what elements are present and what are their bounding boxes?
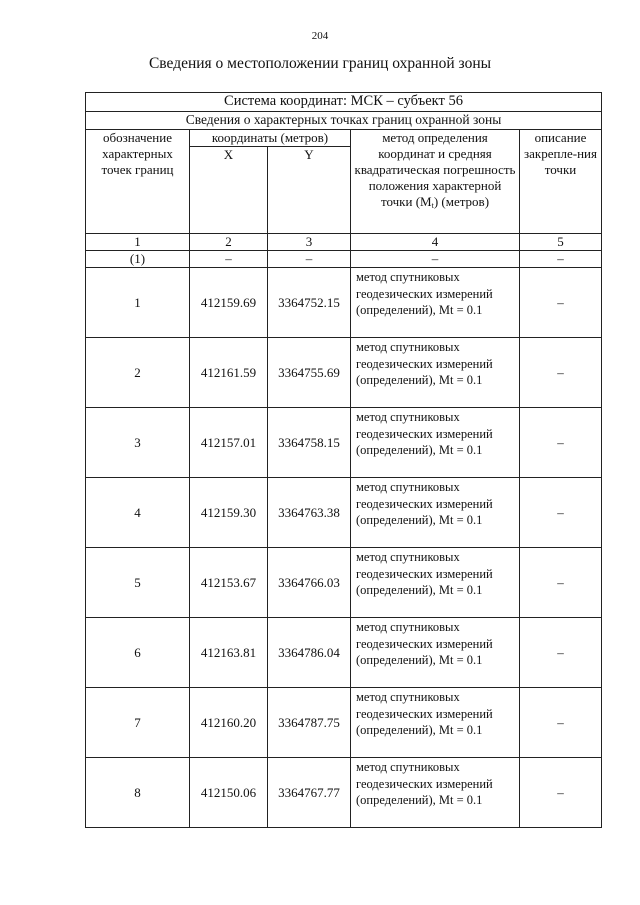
point-method: метод спутниковых геодезических измерений (определений), Mt = 0.1 (351, 478, 520, 548)
point-y: 3364767.77 (268, 758, 351, 828)
point-designation: 3 (86, 408, 190, 478)
point-designation: 7 (86, 688, 190, 758)
header-coordinates: координаты (метров) (190, 130, 351, 147)
point-description: – (520, 688, 602, 758)
point-y: 3364766.03 (268, 548, 351, 618)
document-title: Сведения о местоположении границ охранной зоны (148, 55, 492, 72)
points-heading-row: Сведения о характерных точках границ охранной зоны (86, 112, 602, 130)
point-method: метод спутниковых геодезических измерений (определений), Mt = 0.1 (351, 618, 520, 688)
point-x: 412161.59 (190, 338, 268, 408)
point-y: 3364787.75 (268, 688, 351, 758)
boundary-points-table (85, 92, 602, 828)
table-row (86, 478, 602, 548)
point-method: метод спутниковых геодезических измерений (определений), Mt = 0.1 (351, 338, 520, 408)
point-description: – (520, 548, 602, 618)
header-y: Y (268, 147, 351, 234)
column-number: 5 (520, 234, 602, 251)
column-number: 2 (190, 234, 268, 251)
column-numbers-row (86, 234, 602, 251)
point-method: метод спутниковых геодезических измерений (определений), Mt = 0.1 (351, 268, 520, 338)
table-row (86, 408, 602, 478)
header-method-units: ) (метров) (433, 194, 490, 209)
point-designation: 5 (86, 548, 190, 618)
column-number: 1 (86, 234, 190, 251)
page-number: 204 (311, 30, 329, 42)
point-description: – (520, 338, 602, 408)
column-number: 4 (351, 234, 520, 251)
header-designation: обозначение характерных точек границ (86, 130, 190, 234)
point-method: – (351, 251, 520, 268)
table-row (86, 548, 602, 618)
header-x: X (190, 147, 268, 234)
header-method-text: метод определения координат и средняя квадратическая погрешность положения характерной точки (M (354, 130, 516, 209)
point-x: 412159.69 (190, 268, 268, 338)
point-description: – (520, 268, 602, 338)
column-number: 3 (268, 234, 351, 251)
point-x: 412159.30 (190, 478, 268, 548)
point-method: метод спутниковых геодезических измерений (определений), Mt = 0.1 (351, 408, 520, 478)
table-row (86, 688, 602, 758)
point-x: 412160.20 (190, 688, 268, 758)
point-description: – (520, 408, 602, 478)
point-x: 412150.06 (190, 758, 268, 828)
point-y: – (268, 251, 351, 268)
point-x: 412153.67 (190, 548, 268, 618)
point-method: метод спутниковых геодезических измерений (определений), Mt = 0.1 (351, 688, 520, 758)
point-designation: (1) (86, 251, 190, 268)
point-designation: 1 (86, 268, 190, 338)
table-row (86, 338, 602, 408)
point-y: 3364758.15 (268, 408, 351, 478)
point-y: 3364786.04 (268, 618, 351, 688)
point-y: 3364763.38 (268, 478, 351, 548)
point-description: – (520, 758, 602, 828)
point-designation: 6 (86, 618, 190, 688)
point-x: – (190, 251, 268, 268)
point-designation: 2 (86, 338, 190, 408)
table-row (86, 618, 602, 688)
header-method (351, 130, 520, 234)
point-y: 3364755.69 (268, 338, 351, 408)
point-designation: 4 (86, 478, 190, 548)
table-row (86, 251, 602, 268)
table-row (86, 268, 602, 338)
table-row (86, 758, 602, 828)
point-description: – (520, 618, 602, 688)
point-description: – (520, 251, 602, 268)
coordinate-system-row: Система координат: МСК – субъект 56 (86, 93, 602, 112)
point-method: метод спутниковых геодезических измерений (определений), Mt = 0.1 (351, 548, 520, 618)
point-designation: 8 (86, 758, 190, 828)
header-method-subscript: t (431, 201, 434, 210)
point-x: 412163.81 (190, 618, 268, 688)
point-x: 412157.01 (190, 408, 268, 478)
point-description: – (520, 478, 602, 548)
point-y: 3364752.15 (268, 268, 351, 338)
header-description: описание закрепле-ния точки (520, 130, 602, 234)
point-method: метод спутниковых геодезических измерений (определений), Mt = 0.1 (351, 758, 520, 828)
